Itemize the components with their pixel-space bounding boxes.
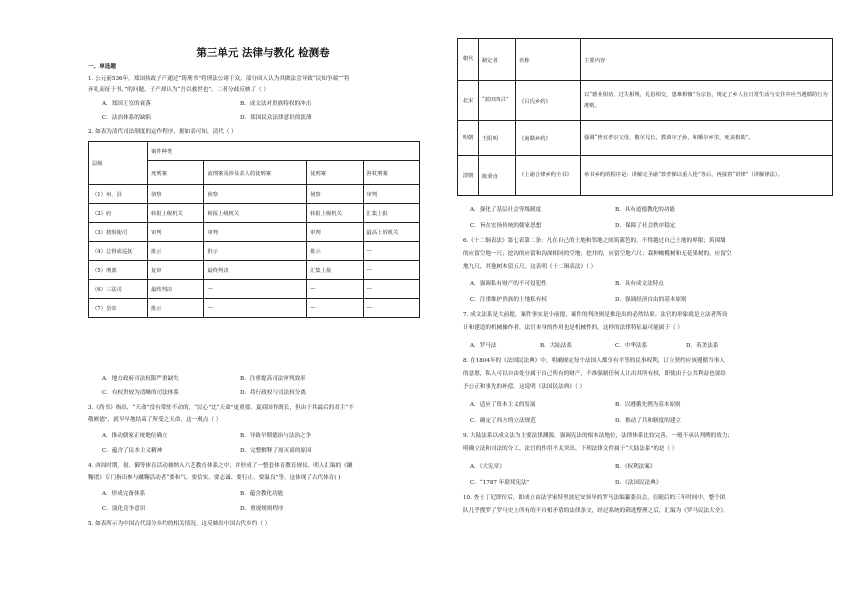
table-cell: — (363, 261, 419, 280)
table-row (458, 156, 833, 196)
question-9-text: 9. 大陆法系以成文法为主要法律渊源，强调宪法的根本法地位，法律体系比较完善，一般不承认判例的效力； (463, 433, 734, 439)
question-9-text: 明确立法和司法的分工，法官的作用不太突出。下列法律文件属于“大陆法系”的是（ ） (463, 446, 678, 452)
table-cell: （3）按察使司 (89, 223, 148, 242)
table-cell: （4）总督或巡抚 (89, 242, 148, 261)
option-d[interactable]: D．将行政权与司法权分离 (240, 390, 307, 396)
option-d[interactable]: D．保障了社会秩序稳定 (615, 223, 676, 229)
page-title: 第三单元 法律与教化 检测卷 (196, 47, 330, 59)
option-c[interactable]: C．旨在宏扬传统的儒家思想 (470, 223, 542, 229)
table-cell: （2）府 (89, 204, 148, 223)
table-cell: 举书乡约的程序是：讲解完圣谕“敦孝悌以重人伦”等后，再接着“讲律”（讲解律法）。 (581, 156, 833, 196)
table-cell: “蓝田四吕” (479, 81, 516, 121)
table-cell: — (363, 242, 419, 261)
question-1-text: 弃礼而征于书，”的问题，子产却认为“吾以救世也”。二者分歧反映了（ ） (88, 87, 269, 93)
option-c[interactable]: C．确定了西方的立法规范 (470, 418, 536, 424)
question-3-text: 3.《尚书》指出，“天命”没有常驻不动的，“民心”比“天命”更重要。夏商国祚既长，但由于其最后的君主“不 (88, 405, 354, 411)
table-cell: — (307, 299, 363, 318)
table-row (89, 261, 420, 280)
option-b[interactable]: B．成文法对贵族特权的冲击 (240, 101, 312, 107)
table-row (458, 121, 833, 156)
table-row (89, 299, 420, 318)
table-cell: 清朝 (458, 156, 479, 196)
table-cell: 明朝 (458, 121, 479, 156)
question-7-text: 计和建造的机械操作者，法官本身的作用也是机械性的。这样的法律特征最可能属于（ ） (463, 325, 683, 331)
table-cell: （1）州、县 (89, 185, 148, 204)
table-cell: 审判 (148, 223, 204, 242)
table-cell: 侦察 (148, 185, 204, 204)
option-b[interactable]: B．导致早期德治与法治之争 (240, 433, 312, 439)
table-cell: （7）皇帝 (89, 299, 148, 318)
table-cell: 批示 (307, 242, 363, 261)
table-header: 层级 (89, 142, 148, 185)
table-cell: （5）刑部 (89, 261, 148, 280)
table-cell: 汇集上报 (307, 261, 363, 280)
option-d[interactable]: D．推动了共和制度的建立 (615, 418, 682, 424)
table-cell: 汇集上报 (363, 204, 419, 223)
table-row (458, 81, 833, 121)
table-cell: 侦察 (204, 185, 307, 204)
table-header: 朝代 (458, 39, 479, 81)
option-a[interactable]: A．适应了资本主义的发展 (470, 402, 536, 408)
option-c[interactable]: C．有权贵较为清晰的司法体系 (102, 390, 179, 396)
table-cell: 强调“皆宜孝尔父母，敬尔兄长，教训尔子孙，和顺尔乡里，死丧相助”。 (581, 121, 833, 156)
option-a[interactable]: A．形成完备体系 (102, 491, 146, 497)
question-6-text: 的应留空地一尺；挖沟的应留和沟深相同的空地；挖井的，应留空地六尺；栽种橄榄树和无花果树的，应留空 (463, 251, 732, 257)
table-cell: — (307, 280, 363, 299)
table-cell: 陈秉直 (479, 156, 516, 196)
question-6-text: 地九尺，其他树木留五尺。这表明《十二铜表法》（ ） (463, 264, 597, 270)
option-c[interactable]: C．法治体系的缺陷 (102, 115, 152, 121)
table-cell: 转报上级机关 (148, 204, 204, 223)
option-d[interactable]: D．完整解释了周灭商的原因 (240, 448, 312, 454)
option-d[interactable]: D．英美法系 (686, 343, 719, 349)
table-cell: 审判 (363, 185, 419, 204)
option-c[interactable]: C．蕴含了民本主义精神 (102, 448, 163, 454)
option-a[interactable]: A．罗马法 (470, 343, 497, 349)
table-row (89, 242, 420, 261)
table-row (89, 204, 420, 223)
option-d[interactable]: D．《法国民法典》 (615, 480, 662, 486)
judicial-table (88, 141, 420, 318)
table-cell: 批示 (204, 242, 307, 261)
option-a[interactable]: A．郑国王室的衰落 (102, 101, 151, 107)
option-c[interactable]: C．弱化竞争意识 (102, 506, 146, 512)
table-cell: （6）三法司 (89, 280, 148, 299)
option-d[interactable]: D．重视规则程序 (240, 506, 284, 512)
table-cell: 北宋 (458, 81, 479, 121)
option-b[interactable]: B．具有道德教化的功能 (615, 207, 676, 213)
question-1-text: 1. 公元前536年，郑国执政子产通过“铸刑书”将刑法公诸于众，部分国人认为其做法会导致“民知争端”“将 (88, 76, 350, 82)
table-cell: 《上谕合律乡约全书》 (516, 156, 581, 196)
table-cell: 最终判决 (204, 261, 307, 280)
table-cell: 转报上级机关 (307, 204, 363, 223)
table-cell: 审判 (204, 223, 307, 242)
table-cell: 批示 (148, 242, 204, 261)
question-4-text: 鞠谱》专门指出参与蹴鞠活动者“要和气、要信实、要志诚、要行止、要温良”等。这体现了古代体育( ) (88, 475, 341, 481)
table-header: 流刑案及涉及杀人的徒刑案 (204, 161, 307, 185)
question-8-text: 予公正和事先的补偿。这说明《法国民法典》（ ） (463, 384, 586, 390)
option-a[interactable]: A．地方政府司法权限严重缺失 (102, 376, 179, 382)
table-row (89, 185, 420, 204)
table-cell: 最高上诉机关 (363, 223, 419, 242)
table-cell: — (363, 299, 419, 318)
question-2-text: 2. 如表为清代司法制度的运作程序，据如表可知，清代（ ） (88, 129, 237, 135)
option-c[interactable]: C．中华法系 (615, 343, 648, 349)
table-cell: 《南赣乡约》 (516, 121, 581, 156)
option-a[interactable]: A．推动儒家正统地位确立 (102, 433, 168, 439)
option-b[interactable]: B．注重提高司法审判效率 (240, 376, 306, 382)
table-cell: — (204, 299, 307, 318)
question-4-text: 4. 西周时期，射、御等体育活动被纳入六艺教育体系之中，并形成了一整套体育教育规仪。明人汇编的《蹴 (88, 463, 353, 469)
table-header: 主要内容 (581, 39, 833, 81)
table-cell: — (204, 280, 307, 299)
table-header: 案件种类 (148, 142, 420, 161)
question-7-text: 7. 成文法系是大前提，案件事实是小前提，案件的判决则是推论出的必然结果。法官的形象就是立法者所设 (463, 312, 728, 318)
option-a[interactable]: A．强调私有财产的不可侵犯性 (470, 281, 547, 287)
question-6-text: 6.《十二铜表法》第七表第二条：凡在自己的土地和邻地之间筑篱笆的，不得越过自己土地的界限；筑围墙 (463, 238, 726, 244)
table-header: 死刑案 (148, 161, 204, 185)
question-8-text: 的意愿，私人可以自由处分属于自己所有的财产，不准强制任何人让出其所有权，即使由于公共利益也要给 (463, 371, 726, 377)
option-d[interactable]: D．强调经济自由的基本原则 (615, 297, 687, 303)
section-heading: 一、单选题 (88, 64, 116, 70)
table-cell: 《吕氏乡约》 (516, 81, 581, 121)
table-cell: 最终判决 (148, 280, 204, 299)
question-3-text: 敬厥德”，就早早地结束了所受之天命。这一观点（ ） (88, 417, 222, 423)
question-5-text: 5. 如表所示为中国古代部分乡约的相关情况。这反映出中国古代乡约（ ） (88, 521, 271, 527)
option-b[interactable]: B．具有成文法特点 (615, 281, 664, 287)
table-header: 笞杖刑案 (363, 161, 419, 185)
question-10-text: 队几乎搜罗了罗马史上所有的不自相矛盾的法律条文，经过系统的筛选整理之后，汇编为《罗马民法大全》。 (463, 508, 729, 514)
xiangyue-table (457, 38, 833, 196)
option-c[interactable]: C．注重维护贵族的土地私有权 (470, 297, 547, 303)
option-a[interactable]: A．《大宪章》 (470, 464, 505, 470)
option-d[interactable]: D．郑国民众法律意识的淡薄 (240, 115, 312, 121)
table-cell: 侦察 (307, 185, 363, 204)
option-b[interactable]: B．蕴含教化功能 (240, 491, 284, 497)
question-10-text: 10. 查士丁尼即位后，即成立由法学家特里波尼安领导的罗马法编纂委员会，在随后的三年时间中，整个团 (463, 495, 726, 501)
option-c[interactable]: C．“1787 年联邦宪法” (470, 480, 530, 486)
table-cell: 以“德业相劝，过失相规，礼俗相交，患难相恤”为宗旨，规定了乡人在日常生活与交往中应当遵循的行为准则。 (581, 81, 833, 121)
table-header: 名称 (516, 39, 581, 81)
table-row (89, 223, 420, 242)
option-a[interactable]: A．强化了基层社会等级制度 (470, 207, 542, 213)
table-row (89, 280, 420, 299)
table-header: 制定者 (479, 39, 516, 81)
option-b[interactable]: B．大陆法系 (540, 343, 573, 349)
table-cell: — (363, 280, 419, 299)
table-header: 徒刑案 (307, 161, 363, 185)
table-cell: 批示 (148, 299, 204, 318)
option-b[interactable]: B．以遵循先例为基本原则 (615, 402, 681, 408)
option-b[interactable]: B．《权利法案》 (615, 464, 656, 470)
table-cell: 审判 (307, 223, 363, 242)
table-cell: 转报上级机关 (204, 204, 307, 223)
question-8-text: 8. 在1804年的《法国民法典》中，明确规定每个法国人都享有平等的民事权利，订立契约应该遵循当事人 (463, 358, 725, 364)
table-cell: 复审 (148, 261, 204, 280)
table-cell: 王阳明 (479, 121, 516, 156)
